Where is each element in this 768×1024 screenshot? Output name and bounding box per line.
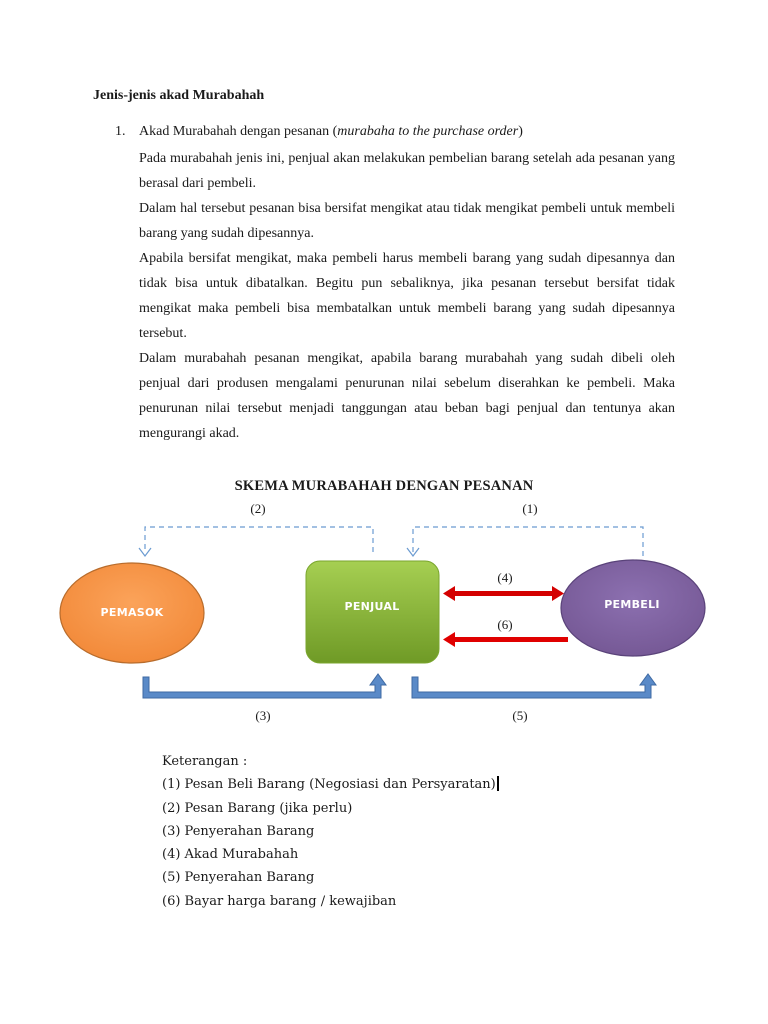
title-prefix: Akad Murabahah dengan pesanan ( bbox=[139, 124, 338, 139]
label-5: (5) bbox=[512, 708, 528, 723]
paragraph-3: Apabila bersifat mengikat, maka pembeli harus membeli barang yang sudah dipesannya dan tidak bisa untuk dibatalkan. Begitu pun sebaliknya, jika pesanan tersebut bersifat tidak mengikat maka pembeli bisa membatalkan untuk membeli barang yang sudah dipesannya tersebut. bbox=[139, 251, 675, 341]
section-heading: Jenis-jenis akad Murabahah bbox=[93, 88, 265, 103]
dashed-connector-1 bbox=[413, 527, 643, 556]
legend-item: (6) Bayar harga barang / kewajiban bbox=[162, 893, 397, 909]
legend-item: (4) Akad Murabahah bbox=[162, 847, 299, 863]
diagram-title: SKEMA MURABAHAH DENGAN PESANAN bbox=[234, 478, 534, 494]
paragraph-1: Pada murabahah jenis ini, penjual akan melakukan pembelian barang setelah ada pesanan yang berasal dari pembeli. bbox=[139, 151, 675, 191]
red-arrow-6 bbox=[443, 632, 568, 647]
legend-item: (2) Pesan Barang (jika perlu) bbox=[162, 800, 353, 816]
red-double-arrow-4 bbox=[443, 586, 564, 601]
pemasok-label: PEMASOK bbox=[100, 606, 164, 619]
penjual-label: PENJUAL bbox=[344, 600, 400, 613]
legend-item-text: (1) Pesan Beli Barang (Negosiasi dan Persyaratan) bbox=[162, 777, 496, 793]
label-6: (6) bbox=[497, 617, 513, 632]
dashed-arrowhead-2 bbox=[139, 548, 151, 556]
title-suffix: ) bbox=[518, 124, 523, 139]
paragraph-4: Dalam murabahah pesanan mengikat, apabila barang murabahah yang sudah dibeli oleh penjual dari produsen mengalami penurunan nilai sebelum diserahkan ke pembeli. Maka penurunan nilai tersebut menjadi tanggungan atau beban bagi penjual dan tentunya akan mengurangi akad. bbox=[139, 351, 675, 441]
pembeli-label: PEMBELI bbox=[604, 598, 660, 611]
title-italic: murabaha to the purchase order bbox=[337, 124, 519, 139]
label-2: (2) bbox=[250, 501, 266, 516]
legend bbox=[162, 750, 499, 913]
blue-arrow-5 bbox=[412, 674, 656, 698]
legend-item: (5) Penyerahan Barang bbox=[162, 870, 315, 886]
paragraph-2: Dalam hal tersebut pesanan bisa bersifat mengikat atau tidak mengikat pembeli untuk membeli barang yang sudah dipesannya. bbox=[139, 201, 675, 241]
legend-item bbox=[162, 773, 499, 796]
dashed-connector-2 bbox=[145, 527, 373, 552]
legend-title: Keterangan : bbox=[162, 754, 248, 769]
text-cursor bbox=[497, 776, 499, 791]
legend-item: (3) Penyerahan Barang bbox=[162, 823, 315, 839]
list-number: 1. bbox=[115, 124, 126, 139]
blue-arrow-3 bbox=[143, 674, 386, 698]
label-4: (4) bbox=[497, 570, 513, 585]
label-3: (3) bbox=[255, 708, 271, 723]
label-1: (1) bbox=[522, 501, 538, 516]
